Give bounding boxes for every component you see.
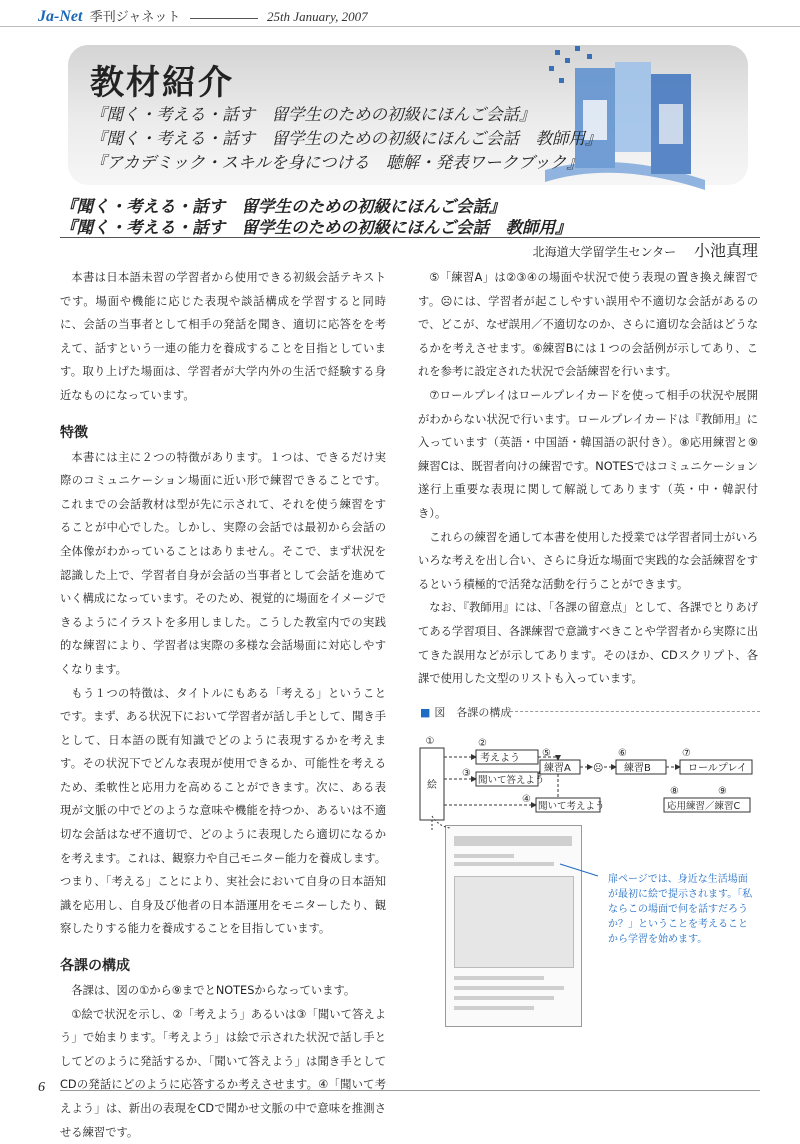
structure-paragraph-2: ①絵で状況を示し、②「考えよう」あるいは③「聞いて答えよう」で始まります。「考えよう」は絵で示された状況で話し手としてどのように発話するか、「聞いて答えよう」は聞き手としてCDの発話にどのように応答するか考えさせます。④「聞いて考えよう」は、新出の表現をCDで聞かせ文脈の中で意味を推測させる練習です。 (60, 1007, 386, 1139)
figure-caption (420, 704, 511, 720)
figure-caption-text: 図 各課の構成 (434, 706, 512, 719)
node-2-label: ② (478, 738, 487, 749)
author-name: 小池真理 (693, 241, 758, 260)
intro-paragraph: 本書は日本語未習の学習者から使用できる初級会話テキストです。場面や機能に応じた表現や談話構成を学習すると同時に、会話の当事者として相手の発話を聞き、適切に応答をを考えて、話すという一連の能力を養成することを目指としています。取り上げた場面は、学習者が大学内外の生活で経験する身近なものになっています。 (60, 271, 386, 402)
node-4-label: ④ (522, 794, 531, 805)
left-column (60, 266, 386, 1144)
banner-title: 教材紹介 (90, 63, 234, 103)
right-paragraph-3: これらの練習を通して本書を使用した授業では学習者同士がいろいろな考えを出し合い、さらに身近な場面で実践的な会話練習をするという積極的で活発な活動を行うことができます。 (418, 530, 758, 591)
kiite-kotaeyou-label: 聞いて答えよう (478, 775, 545, 786)
ouyou-label: 応用練習／練習C (667, 801, 741, 812)
page-number: 6 (38, 1080, 45, 1095)
node-9-label: ⑨ (718, 786, 727, 797)
author-line (533, 238, 758, 261)
caption-rule (510, 711, 760, 712)
footer-rule (60, 1090, 760, 1091)
node-6-label: ⑥ (618, 748, 627, 759)
author-affiliation: 北海道大学留学生センター (532, 245, 677, 259)
janet-logo: Ja-Net (38, 8, 83, 25)
frown-icon: ☹ (593, 763, 604, 774)
figure-note: 扉ページでは、身近な生活場面が最初に絵で提示されます。「私ならこの場面で何を話すだろうか？」ということを考えることから学習を始めます。 (608, 874, 753, 945)
issue-date: 25th January, 2007 (266, 9, 368, 24)
structure-paragraph-1: 各課は、図の①から⑨までとNOTESからなっています。 (71, 984, 356, 998)
banner-book-2: 『聞く・考える・話す 留学生のための初級にほんご会話 教師用』 (90, 129, 602, 148)
right-paragraph-2: ⑦ロールプレイはロールプレイカードを使って相手の状況や展開がわからない状況で行います。ロールプレイカードは『教師用』に入っています（英語・中国語・韓国語の訳付き）。⑧応用練習と⑨練習Cは、既習者向けの練習です。NOTESではコミュニケーション遂行上重要な表現に関して解説してあります（英・中・韓訳付き）。 (418, 388, 758, 520)
features-paragraph-2: もう１つの特徴は、タイトルにもある「考える」ということです。まず、ある状況下において学習者が話し手として、聞き手として、日本語の既有知識でどのように表現するかを考えます。その状況下でどんな表現が使用できるか、可能性を考えるため、柔軟性と応用力を高めることができます。次に、ある表現が文脈の中でどのような意味や機能を持つか、あるいは不適切な会話はなぜ不適切で、どのように表現したら適切になるかを考えます。これは、観察力や自己モニター能力を養成します。つまり、「考える」ことにより、実社会において自身の日本語知識を応用し、自身及び他者の日本語運用をモニターしたり、観察したりする能力を養成することを目指しています。 (60, 686, 386, 936)
right-paragraph-4: なお、『教師用』には、「各課の留意点」として、各課でとりあげてある学習項目、各課練習で意識すべきことや学習者から実際に出てきた誤用などが示してあります。そのほか、CDスクリプト、各課で使用した文型のリストも入っています。 (418, 601, 758, 686)
kangaeyou-label: 考えよう (480, 753, 520, 764)
node-3-label: ③ (462, 768, 471, 779)
picture-label: 絵 (427, 780, 437, 791)
kiite-kangaeyou-label: 聞いて考えよう (538, 801, 605, 812)
node-7-label: ⑦ (682, 748, 691, 759)
article-heading-1: 『聞く・考える・話す 留学生のための初級にほんご会話』 (60, 197, 506, 216)
node-1-label: ① (425, 736, 435, 747)
banner-book-3: 『アカデミック・スキルを身につける 聴解・発表ワークブック』 (90, 153, 583, 172)
features-heading: 特徴 (60, 424, 88, 441)
renshu-a-label: 練習A (544, 763, 571, 774)
right-paragraph-1: ⑤「練習A」は②③④の場面や状況で使う表現の置き換え練習です。☹には、学習者が起こしやすい誤用や不適切な会話があるので、どこが、なぜ誤用／不適切なのか、さらに適切な会話はどうなるかを考えさせます。⑥練習Bには１つの会話例が示してあり、これを参考に設定された状況で会話練習を行います。 (418, 271, 758, 379)
header-rule (190, 18, 258, 19)
right-column (418, 266, 758, 691)
node-5-label: ⑤ (542, 748, 551, 759)
node-8-label: ⑧ (670, 786, 679, 797)
book-decoration-icon (515, 40, 745, 200)
header-divider (0, 26, 800, 27)
article-heading-2: 『聞く・考える・話す 留学生のための初級にほんご会話 教師用』 (60, 218, 572, 237)
features-paragraph-1: 本書には主に２つの特徴があります。１つは、できるだけ実際のコミュニケーション場面に近い形で練習できることです。これまでの会話教材は型が先に示されて、それを使う練習をすることが中心でした。しかし、実際の会話では最初から会話の全体像がわかっていることはありません。そこで、まず状況を認識した上で、学習者自身が会話の当事者として会話を進めていく構成になっています。そのため、視覚的に場面をイメージできるようにイラストを多用しました。こうした教室内での実践的な練習により、学習者は実際の多様な会話場面に対応しやすくなります。 (60, 450, 386, 676)
banner-book-1: 『聞く・考える・話す 留学生のための初級にほんご会話』 (90, 105, 536, 124)
roleplay-label: ロールプレイ (688, 763, 747, 774)
structure-heading: 各課の構成 (60, 958, 130, 975)
journal-name: 季刊ジャネット (89, 9, 181, 24)
callout-arrow-icon (430, 814, 630, 884)
page-header (38, 6, 368, 26)
square-bullet-icon: ■ (420, 706, 431, 719)
renshu-b-label: 練習B (624, 763, 651, 774)
